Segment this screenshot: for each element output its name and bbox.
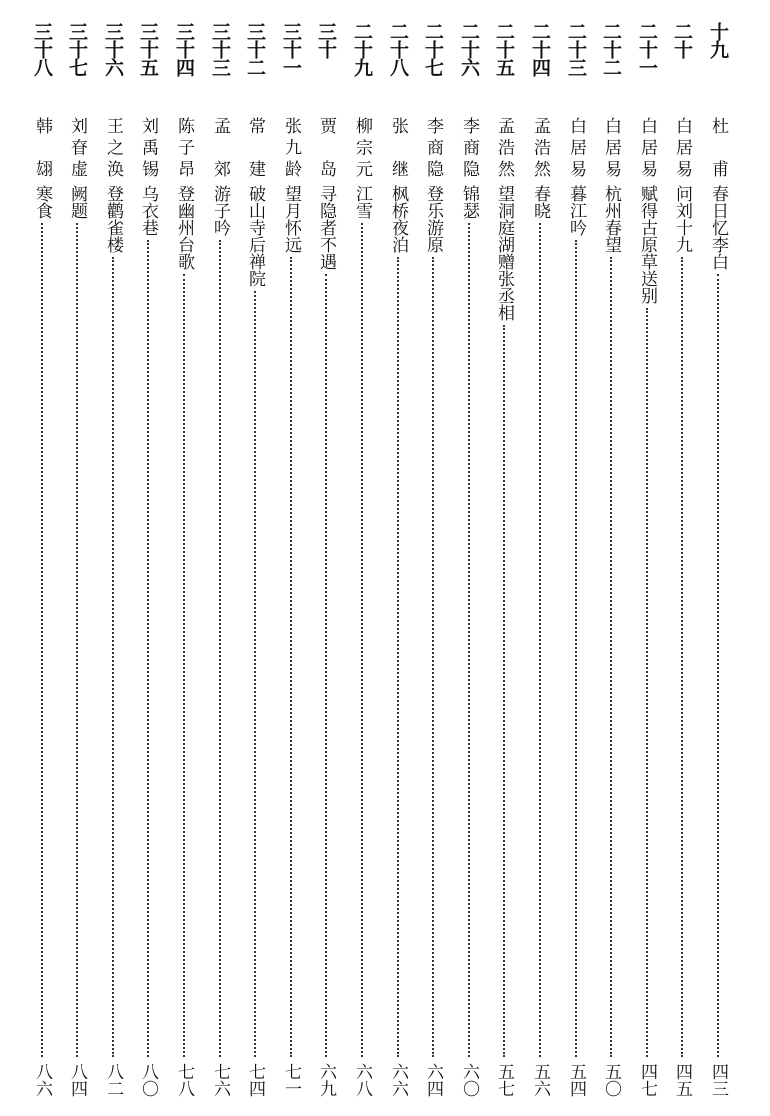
entry-number: 三十二 — [244, 22, 266, 76]
entry-title-line — [454, 185, 484, 1097]
entry-title-line — [418, 185, 448, 1097]
entry-author: 李商隐 — [423, 117, 443, 177]
entry-page-number: 七八 — [174, 1063, 194, 1097]
entry-page-number: 四三 — [708, 1063, 728, 1097]
toc-entry[interactable] — [98, 22, 128, 1097]
entry-author: 柳宗元 — [352, 117, 372, 177]
entry-page-number: 六八 — [352, 1063, 372, 1097]
entry-number: 三十 — [315, 22, 337, 58]
entry-page-number: 六六 — [388, 1063, 408, 1097]
toc-entry[interactable] — [133, 22, 163, 1097]
toc-entry[interactable] — [632, 22, 662, 1097]
entry-author: 孟 郊 — [210, 117, 230, 177]
toc-entry[interactable] — [667, 22, 697, 1097]
toc-entry[interactable] — [489, 22, 519, 1097]
entry-page-number: 五四 — [566, 1063, 586, 1097]
entry-title-line — [62, 185, 92, 1097]
entry-title-line — [240, 185, 270, 1097]
entry-number: 十九 — [707, 22, 729, 58]
toc-entry[interactable] — [205, 22, 235, 1097]
entry-author: 贾 岛 — [316, 117, 336, 177]
entry-author: 陈子昂 — [174, 117, 194, 177]
entry-title-line — [383, 185, 413, 1097]
entry-author: 白居易 — [672, 117, 692, 177]
entry-number: 三十一 — [280, 22, 302, 76]
entry-author: 张 继 — [388, 117, 408, 177]
entry-number: 二十二 — [600, 22, 622, 76]
entry-page-number: 六九 — [316, 1063, 336, 1097]
entry-author: 孟浩然 — [530, 117, 550, 177]
entry-page-number: 七六 — [210, 1063, 230, 1097]
entry-title[interactable]: 寒食 — [32, 185, 52, 219]
entry-title[interactable]: 破山寺后禅院 — [245, 185, 265, 287]
entry-author: 李商隐 — [459, 117, 479, 177]
dot-leader — [646, 308, 648, 1057]
toc-entry[interactable] — [347, 22, 377, 1097]
dot-leader — [41, 223, 43, 1057]
entry-title[interactable]: 阙题 — [67, 185, 87, 219]
entry-title[interactable]: 赋得古原草送别 — [637, 185, 657, 304]
entry-author: 孟浩然 — [494, 117, 514, 177]
entry-author: 刘眘虚 — [67, 117, 87, 177]
dot-leader — [361, 223, 363, 1057]
dot-leader — [397, 257, 399, 1057]
toc-entry[interactable] — [703, 22, 733, 1097]
entry-title-line — [169, 185, 199, 1097]
toc-entry[interactable] — [383, 22, 413, 1097]
entry-title-line — [205, 185, 235, 1097]
entry-title[interactable]: 问刘十九 — [672, 185, 692, 253]
entry-title-line — [667, 185, 697, 1097]
entry-page-number: 六〇 — [459, 1063, 479, 1097]
entry-title[interactable]: 春晓 — [530, 185, 550, 219]
entry-title[interactable]: 游子吟 — [210, 185, 230, 236]
entry-number: 二十 — [671, 22, 693, 58]
entry-title-line — [596, 185, 626, 1097]
entry-title[interactable]: 望月怀远 — [281, 185, 301, 253]
entry-page-number: 五七 — [494, 1063, 514, 1097]
entry-number: 二十六 — [458, 22, 480, 76]
dot-leader — [610, 257, 612, 1057]
entry-author: 常 建 — [245, 117, 265, 177]
entry-title[interactable]: 江雪 — [352, 185, 372, 219]
entry-page-number: 四七 — [637, 1063, 657, 1097]
dot-leader — [254, 291, 256, 1057]
toc-entry[interactable] — [596, 22, 626, 1097]
entry-title-line — [276, 185, 306, 1097]
entry-author: 刘禹锡 — [138, 117, 158, 177]
entry-number: 三十六 — [102, 22, 124, 76]
toc-entry[interactable] — [561, 22, 591, 1097]
entry-number: 二十五 — [493, 22, 515, 76]
entry-page-number: 五〇 — [601, 1063, 621, 1097]
entry-number: 二十四 — [529, 22, 551, 76]
dot-leader — [112, 257, 114, 1057]
entry-title[interactable]: 春日忆李白 — [708, 185, 728, 270]
entry-number: 二十九 — [351, 22, 373, 76]
entry-page-number: 七四 — [245, 1063, 265, 1097]
entry-title[interactable]: 望洞庭湖赠张丞相 — [494, 185, 514, 321]
dot-leader — [76, 223, 78, 1057]
toc-entry[interactable] — [62, 22, 92, 1097]
dot-leader — [147, 240, 149, 1057]
entry-title-line — [632, 185, 662, 1097]
entry-number: 三十八 — [31, 22, 53, 76]
entry-number: 三十四 — [173, 22, 195, 76]
entry-number: 二十一 — [636, 22, 658, 76]
entry-page-number: 八六 — [32, 1063, 52, 1097]
entry-page-number: 八四 — [67, 1063, 87, 1097]
entry-author: 杜 甫 — [708, 117, 728, 177]
toc-entry[interactable] — [169, 22, 199, 1097]
entry-number: 三十三 — [209, 22, 231, 76]
toc-entry[interactable] — [27, 22, 57, 1097]
entry-author: 张九龄 — [281, 117, 301, 177]
entry-number: 二十八 — [387, 22, 409, 76]
dot-leader — [503, 325, 505, 1057]
entry-page-number: 四五 — [672, 1063, 692, 1097]
entry-title-line — [525, 185, 555, 1097]
entry-title-line — [311, 185, 341, 1097]
entry-title[interactable]: 暮江吟 — [566, 185, 586, 236]
entry-number: 三十五 — [137, 22, 159, 76]
toc-entry[interactable] — [240, 22, 270, 1097]
dot-leader — [219, 240, 221, 1057]
entry-author: 白居易 — [637, 117, 657, 177]
entry-title[interactable]: 登幽州台歌 — [174, 185, 194, 270]
dot-leader — [183, 274, 185, 1057]
entry-number: 二十七 — [422, 22, 444, 76]
entry-page-number: 八二 — [103, 1063, 123, 1097]
entry-page-number: 七一 — [281, 1063, 301, 1097]
dot-leader — [539, 223, 541, 1057]
entry-author: 白居易 — [566, 117, 586, 177]
entry-author: 王之涣 — [103, 117, 123, 177]
entry-page-number: 八〇 — [138, 1063, 158, 1097]
entry-number: 二十三 — [565, 22, 587, 76]
dot-leader — [575, 240, 577, 1057]
dot-leader — [717, 274, 719, 1057]
dot-leader — [468, 223, 470, 1057]
entry-author: 白居易 — [601, 117, 621, 177]
entry-title-line — [489, 185, 519, 1097]
entry-title-line — [98, 185, 128, 1097]
toc-entry[interactable] — [525, 22, 555, 1097]
entry-title-line — [133, 185, 163, 1097]
entry-title[interactable]: 寻隐者不遇 — [316, 185, 336, 270]
entry-title[interactable]: 登鹳雀楼 — [103, 185, 123, 253]
toc-entry[interactable] — [418, 22, 448, 1097]
entry-page-number: 六四 — [423, 1063, 443, 1097]
entry-number: 三十七 — [66, 22, 88, 76]
dot-leader — [325, 274, 327, 1057]
entry-title[interactable]: 杭州春望 — [601, 185, 621, 253]
entry-title-line — [561, 185, 591, 1097]
toc-entry[interactable] — [454, 22, 484, 1097]
dot-leader — [432, 257, 434, 1057]
entry-title[interactable]: 乌衣巷 — [138, 185, 158, 236]
entry-title-line — [703, 185, 733, 1097]
entry-title[interactable]: 登乐游原 — [423, 185, 443, 253]
entry-page-number: 五六 — [530, 1063, 550, 1097]
dot-leader — [681, 257, 683, 1057]
entry-title[interactable]: 枫桥夜泊 — [388, 185, 408, 253]
dot-leader — [290, 257, 292, 1057]
toc-entry[interactable] — [311, 22, 341, 1097]
entry-title-line — [27, 185, 57, 1097]
toc-entry[interactable] — [276, 22, 306, 1097]
entry-title-line — [347, 185, 377, 1097]
entry-author: 韩 翃 — [32, 117, 52, 177]
entry-title[interactable]: 锦瑟 — [459, 185, 479, 219]
